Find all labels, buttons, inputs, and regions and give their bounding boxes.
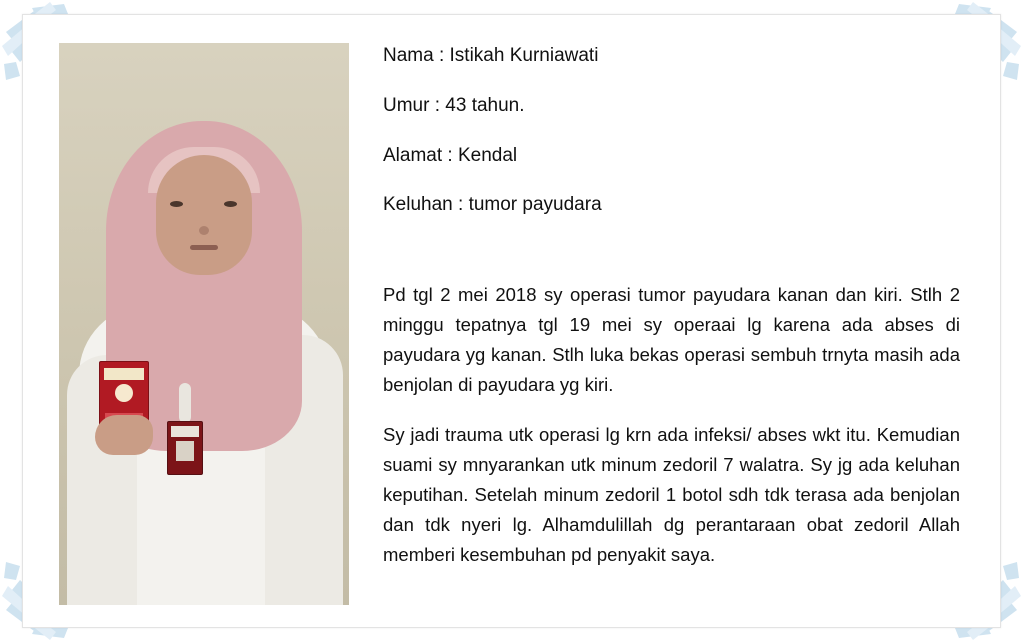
person-nose — [199, 226, 209, 235]
person-hand — [95, 415, 153, 455]
person-face — [156, 155, 252, 275]
person-mouth — [190, 245, 218, 250]
testimonial-paragraph-1: Pd tgl 2 mei 2018 sy operasi tumor payudara kanan dan kiri. Stlh 2 minggu tepatnya tgl 19 mei sy operaai lg karena ada abses di payudara yg kanan. Stlh luka bekas operasi sembuh trnyta masih ada benjolan di payudara yg kiri. — [383, 284, 960, 396]
testimonial-paragraph-2: Sy jadi trauma utk operasi lg krn ada infeksi/ abses wkt itu. Kemudian suami sy mnyarankan utk minum zedoril 7 walatra. Sy jg ada keluhan keputihan. Setelah minum zedoril 1 botol sdh tdk terasa ada benjolan dan tdk nyeri lg. Alhamdulillah dg perantaraan obat zedoril Allah memberi kesembuhan pd penyakit saya. — [383, 424, 960, 565]
testimonial-card — [22, 14, 1001, 628]
photo-background — [59, 43, 349, 605]
id-badge-photo — [176, 441, 194, 461]
text-spacer — [383, 244, 960, 280]
product-package-circle — [115, 384, 133, 402]
id-badge — [167, 421, 203, 475]
field-keluhan: Keluhan : tumor payudara — [383, 194, 602, 216]
badge-lanyard — [179, 383, 191, 423]
product-package-top — [104, 368, 144, 380]
testimonial-text-column — [383, 45, 960, 597]
field-nama: Nama : Istikah Kurniawati — [383, 45, 599, 66]
id-badge-header — [171, 426, 199, 437]
field-umur: Umur : 43 tahun. — [383, 94, 525, 116]
person-eye-right — [224, 201, 237, 207]
testimonial-photo — [59, 43, 349, 605]
field-alamat: Alamat : Kendal — [383, 144, 518, 166]
person-eye-left — [170, 201, 183, 207]
